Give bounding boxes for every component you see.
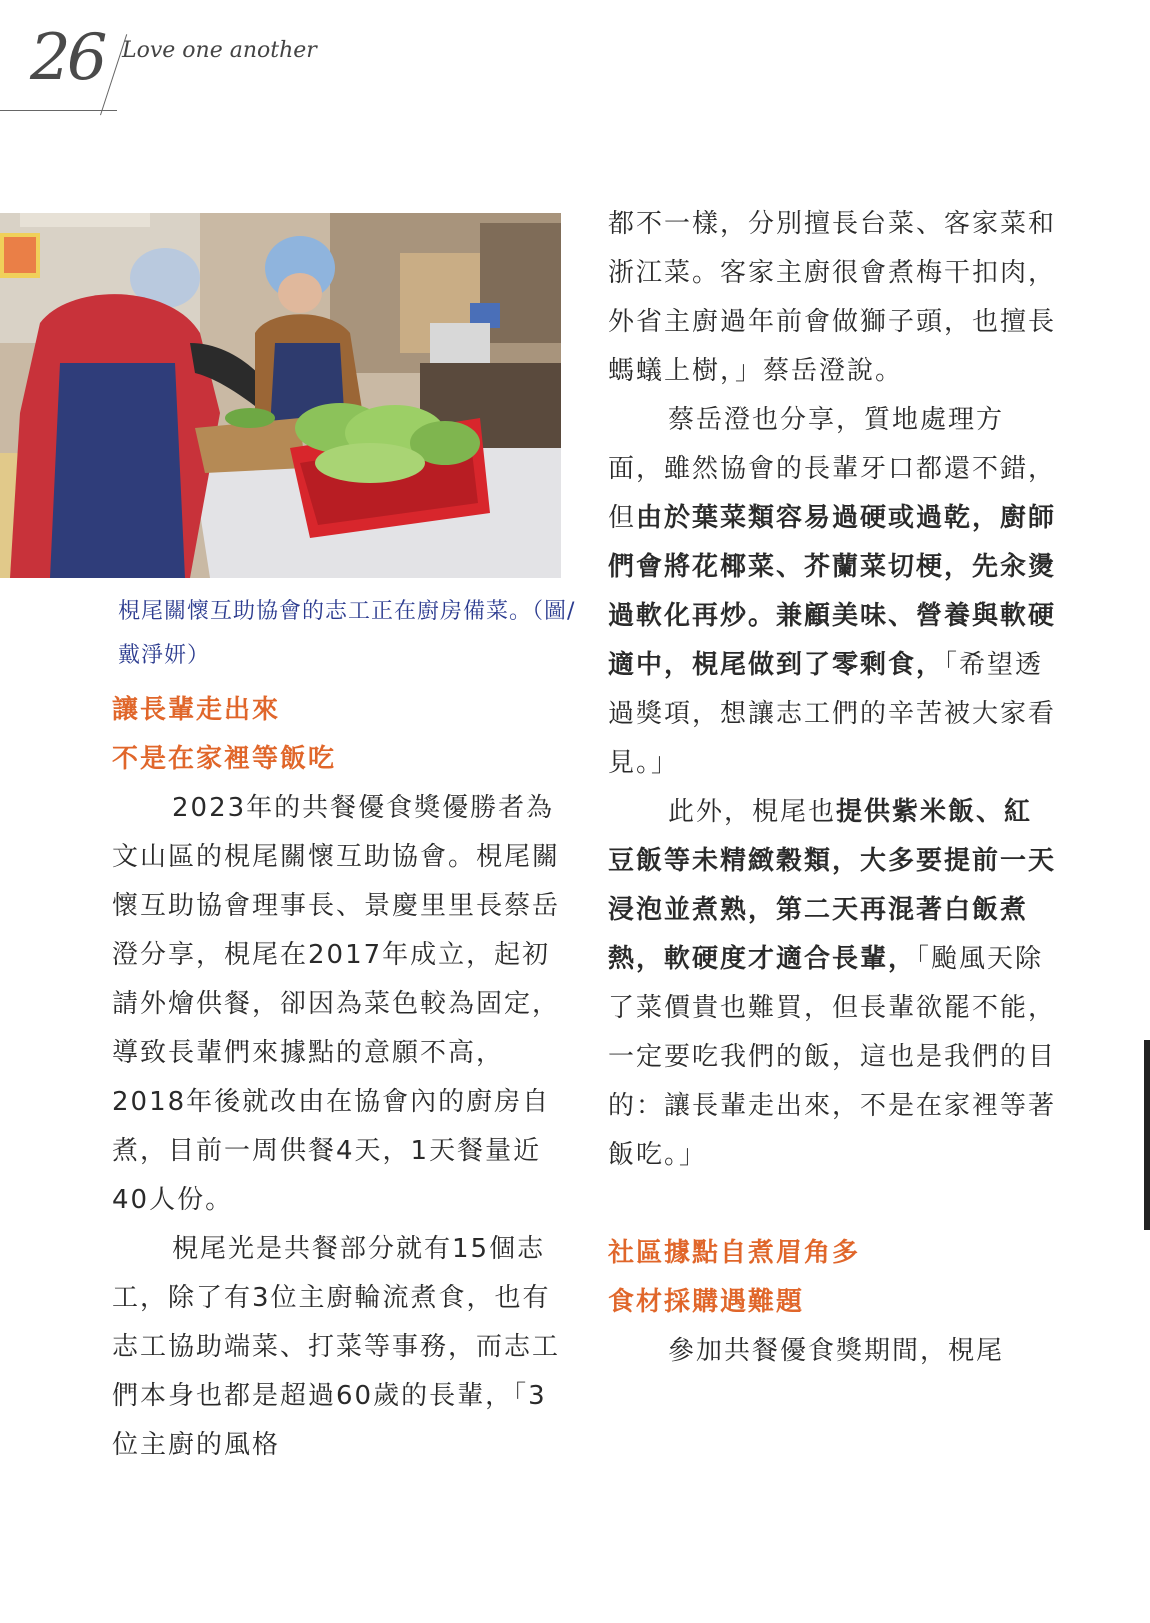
paragraph-quote: 「颱風天除了菜價貴也難買，但長輩欲罷不能，一定要吃我們的飯，這也是我們的目的：讓長輩走出來，不是在家裡等著飯吃。」: [608, 944, 1057, 1170]
paragraph-quote: 「希望透過獎項，想讓志工們的辛苦被大家看見。」: [608, 650, 1057, 778]
paragraph-bold-text: 提供紫米飯、紅豆飯等未精緻穀類，大多要提前一天浸泡並煮熟，第二天再混著白飯煮熱，軟硬度才適合長輩，: [608, 797, 1057, 974]
left-column: [112, 686, 562, 1470]
section-heading-line1: 讓長輩走出來: [112, 695, 281, 725]
magazine-title: Love one another: [122, 38, 317, 63]
paragraph-text: 蔡岳澄也分享，質地處理方面，雖然協會的長輩牙口都還不錯，但: [608, 405, 1057, 533]
paragraph: 2023年的共餐優食獎優勝者為文山區的梘尾關懷互助協會。梘尾關懷互助協會理事長、景慶里里長蔡岳澄分享，梘尾在2017年成立，起初請外燴供餐，卻因為菜色較為固定，導致長輩們來據點的意願不高，2018年後就改由在協會內的廚房自煮，目前一周供餐4天，1天餐量近40人份。: [112, 793, 561, 1215]
paragraph: 參加共餐優食獎期間，梘尾: [668, 1336, 1005, 1366]
paragraph: 梘尾光是共餐部分就有15個志工，除了有3位主廚輪流煮食，也有志工協助端菜、打菜等事務，而志工們本身也都是超過60歲的長輩，「3位主廚的風格: [112, 1234, 561, 1460]
photo-caption: 梘尾關懷互助協會的志工正在廚房備菜。（圖/戴淨妍）: [118, 599, 576, 668]
right-column: [608, 200, 1058, 1376]
article-photo: [0, 213, 561, 578]
paragraph-text: 此外，梘尾也: [668, 797, 837, 827]
section-heading-line2: 不是在家裡等飯吃: [112, 744, 337, 774]
paragraph: [608, 396, 1058, 788]
section-heading-line1: 社區據點自煮眉角多: [608, 1238, 861, 1268]
section-heading-line2: 食材採購遇難題: [608, 1287, 805, 1317]
page-number: 26: [30, 21, 104, 95]
page-edge-marker: [1144, 1040, 1150, 1230]
paragraph-bold-text: 由於葉菜類容易過硬或過乾，廚師們會將花椰菜、芥蘭菜切梗，先汆燙過軟化再炒。兼顧美味、營養與軟硬適中，梘尾做到了零剩食，: [608, 503, 1057, 680]
header-rule: [0, 110, 117, 111]
paragraph: 都不一樣，分別擅長台菜、客家菜和浙江菜。客家主廚很會煮梅干扣肉，外省主廚過年前會做獅子頭，也擅長螞蟻上樹，」蔡岳澄說。: [608, 209, 1057, 386]
paragraph: [608, 788, 1058, 1180]
section-spacer: [608, 1180, 1058, 1229]
page-header: [0, 0, 400, 120]
